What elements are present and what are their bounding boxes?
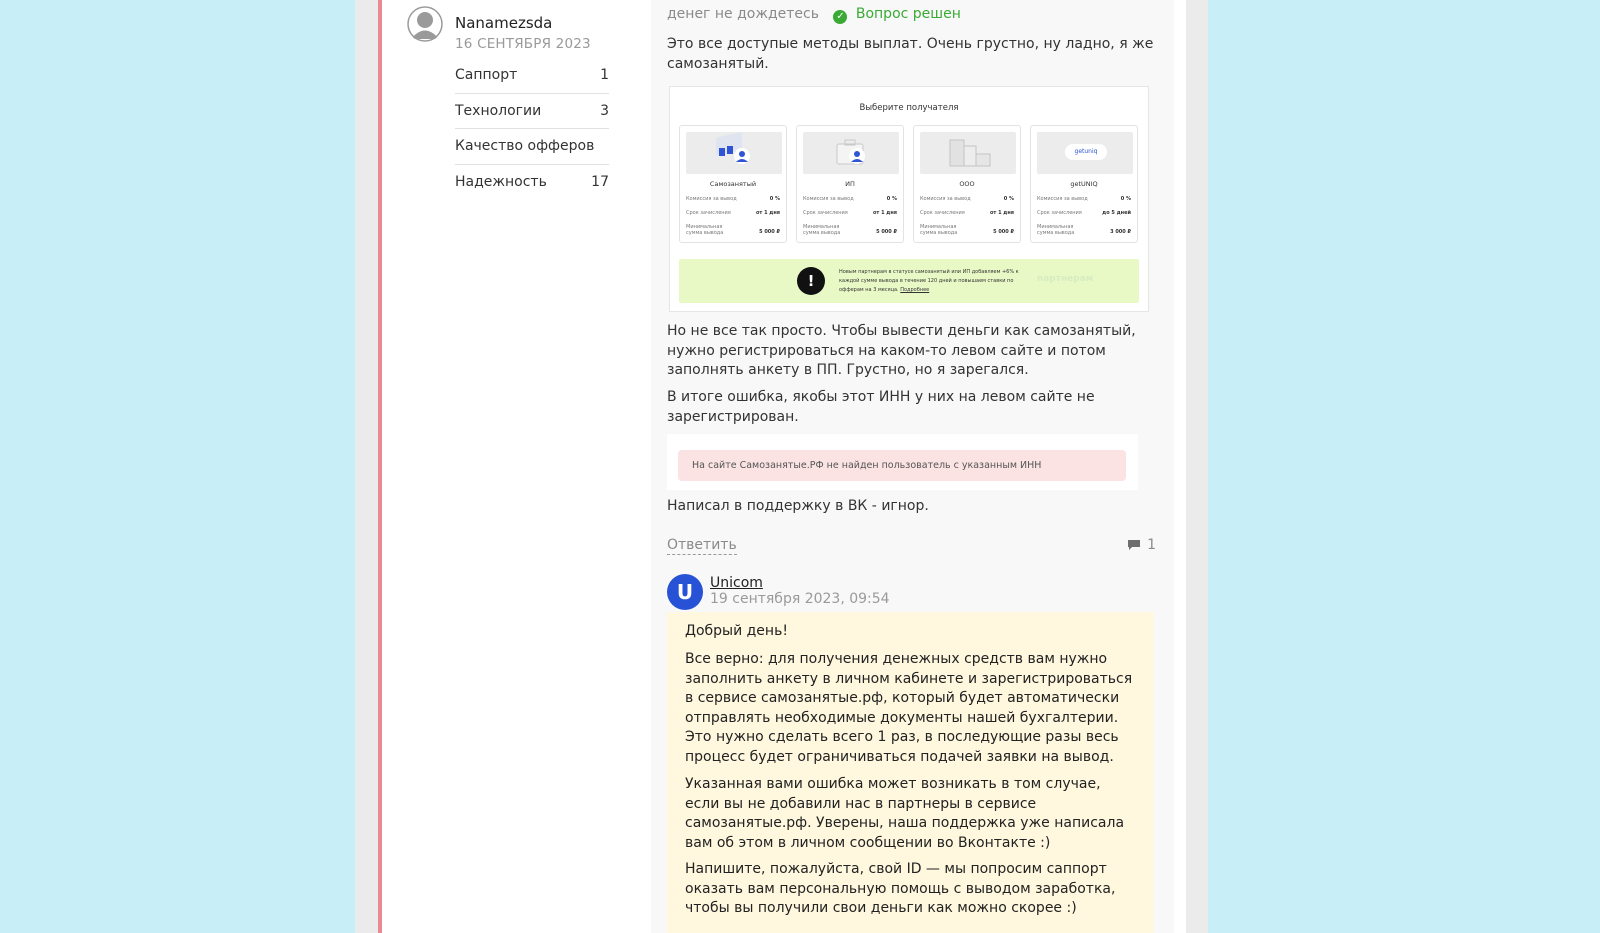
fee-value: 0 % xyxy=(769,196,780,202)
company-logo-icon[interactable]: U xyxy=(667,574,703,610)
rating-offers xyxy=(455,129,609,165)
screenshot-title: Выберите получателя xyxy=(859,103,959,113)
rating-value: 17 xyxy=(591,174,609,191)
post-paragraph: Но не все так просто. Чтобы вывести деньги как самозанятый, нужно регистрироваться на каком-то левом сайте и потом заполнять анкету в ПП. Грустно, но я зарегался. xyxy=(667,323,1136,378)
user-avatar-icon[interactable] xyxy=(407,6,443,42)
review-content xyxy=(651,0,1174,933)
company-answer xyxy=(667,612,1154,933)
option-ooo xyxy=(913,125,1021,243)
solved-line xyxy=(667,6,961,24)
post-paragraph: Написал в поддержку в ВК - игнор. xyxy=(667,498,929,514)
answer-paragraph: Добрый день! xyxy=(685,623,788,639)
term-label: Срок зачисления xyxy=(1037,210,1082,216)
reply-link[interactable]: Ответить xyxy=(667,537,737,553)
banner-link: Подробнее xyxy=(900,287,930,293)
fee-label: Комиссия за вывод xyxy=(1037,196,1088,202)
term-value: от 1 дня xyxy=(756,210,780,216)
min-label: Минимальная сумма вывода xyxy=(803,224,841,236)
rating-label: Саппорт xyxy=(455,67,518,84)
previous-text: денег не дождетесь xyxy=(667,6,819,22)
fee-value: 0 % xyxy=(886,196,897,202)
term-value: от 1 дня xyxy=(990,210,1014,216)
comments-count[interactable] xyxy=(1127,537,1156,553)
min-label: Минимальная сумма вывода xyxy=(686,224,724,236)
building-icon xyxy=(920,132,1016,174)
fee-label: Комиссия за вывод xyxy=(686,196,737,202)
option-getuniq xyxy=(1030,125,1138,243)
ratings-list xyxy=(455,58,609,200)
option-selfemployed xyxy=(679,125,787,243)
answer-paragraph: Все верно: для получения денежных средств вам нужно заполнить анкету в личном кабинете и зарегистрироваться в сервисе самозанятые.рф, который будет автоматически отправлять необходимые документы нашей бухгалтерии. Это нужно сделать всего 1 раз, в последующие разы весь процесс будет ограничиваться подачей заявки на вывод. xyxy=(685,651,1133,765)
term-label: Срок зачисления xyxy=(920,210,965,216)
banner-text xyxy=(839,268,1039,295)
min-label: Минимальная сумма вывода xyxy=(1037,224,1075,236)
partner-bonus-banner xyxy=(679,259,1139,303)
fee-label: Комиссия за вывод xyxy=(920,196,971,202)
rating-tech xyxy=(455,94,609,130)
term-value: до 5 дней xyxy=(1102,210,1131,216)
author-name[interactable]: Nanamezsda xyxy=(455,14,553,32)
option-name: ИП xyxy=(845,180,855,188)
comments-count-value: 1 xyxy=(1147,537,1156,553)
rating-value: 3 xyxy=(600,102,609,119)
comment-bubble-icon xyxy=(1127,539,1141,551)
min-value: 5 000 ₽ xyxy=(759,229,780,235)
selfemployed-icon xyxy=(686,132,782,174)
payout-methods-screenshot xyxy=(669,86,1149,312)
company-name[interactable]: Unicom xyxy=(710,575,763,591)
review-date: 16 СЕНТЯБРЯ 2023 xyxy=(455,36,591,52)
term-label: Срок зачисления xyxy=(686,210,731,216)
rating-value: 1 xyxy=(600,67,609,84)
post-paragraph: Это все доступые методы выплат. Очень грустно, ну ладно, я же самозанятый. xyxy=(667,36,1154,72)
min-label: Минимальная сумма вывода xyxy=(920,224,958,236)
solved-status: Вопрос решен xyxy=(855,6,961,22)
banner-text-body: Новым партнерам в статусе самозанятый или ИП добавляем +6% к каждой сумме вывода в течение 120 дней и повышаем ставки по офферам на 3 месяца. xyxy=(839,269,1019,293)
getuniq-logo-text: getuniq xyxy=(1065,144,1107,160)
rating-reliability xyxy=(455,165,609,201)
option-ip xyxy=(796,125,904,243)
answer-paragraph: Указанная вами ошибка может возникать в том случае, если вы не добавили нас в партнеры в сервисе самозанятые.рф. Уверены, наша поддержка уже написала вам об этом в личном сообщении во Вконтакте :) xyxy=(685,776,1125,851)
rating-support xyxy=(455,58,609,94)
fee-value: 0 % xyxy=(1003,196,1014,202)
answer-date: 19 сентября 2023, 09:54 xyxy=(710,591,890,607)
option-name: getUNIQ xyxy=(1070,180,1098,188)
min-value: 3 000 ₽ xyxy=(1110,229,1131,235)
post-paragraph: В итоге ошибка, якобы этот ИНН у них на левом сайте не зарегистрирован. xyxy=(667,389,1095,425)
rating-label: Качество офферов xyxy=(455,138,595,155)
fee-label: Комиссия за вывод xyxy=(803,196,854,202)
briefcase-icon xyxy=(803,132,899,174)
check-circle-icon: ✓ xyxy=(833,10,847,24)
min-value: 5 000 ₽ xyxy=(993,229,1014,235)
fee-value: 0 % xyxy=(1120,196,1131,202)
option-name: Самозанятый xyxy=(709,180,757,188)
term-label: Срок зачисления xyxy=(803,210,848,216)
getuniq-logo xyxy=(1037,132,1133,174)
rating-label: Технологии xyxy=(455,102,542,119)
min-value: 5 000 ₽ xyxy=(876,229,897,235)
error-message: На сайте Самозанятые.РФ не найден пользователь с указанным ИНН xyxy=(678,450,1126,481)
error-screenshot xyxy=(667,434,1138,490)
term-value: от 1 дня xyxy=(873,210,897,216)
answer-paragraph: Напишите, пожалуйста, свой ID — мы попросим саппорт оказать вам персональную помощь с выводом заработка, чтобы вы получили свои деньги как можно скорее :) xyxy=(685,861,1116,916)
exclamation-badge-icon: ! xyxy=(797,267,825,295)
rating-label: Надежность xyxy=(455,174,547,191)
banner-logo: партнерам xyxy=(1037,274,1094,284)
option-name: ООО xyxy=(959,180,975,188)
